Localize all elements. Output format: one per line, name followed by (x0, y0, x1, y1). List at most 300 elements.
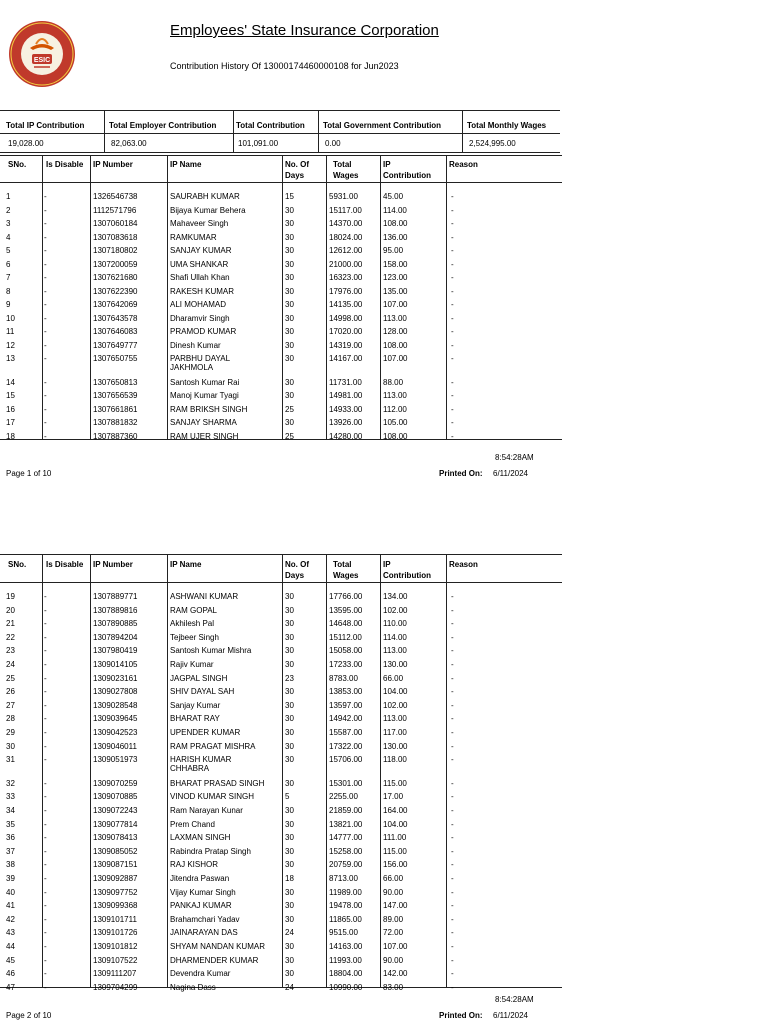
row-days: 30 (285, 605, 294, 615)
row-days: 30 (285, 259, 294, 269)
row-reason: - (451, 833, 454, 843)
row-ip-number: 1309051973 (93, 755, 138, 765)
row-total-wages: 14319.00 (329, 340, 363, 350)
row-days: 30 (285, 806, 294, 815)
row-sno: 47 (6, 982, 15, 992)
row-total-wages: 11989.00 (329, 887, 362, 897)
row-ip-name: SHIV DAYAL SAH (170, 687, 235, 697)
row-total-wages: 14648.00 (329, 619, 363, 629)
row-ip-name: RAM UJER SINGH (170, 431, 239, 441)
row-is-disable: - (44, 232, 47, 242)
row-sno: 13 (6, 354, 15, 363)
row-ip-number: 1309039645 (93, 714, 138, 724)
row-ip-name: ALI MOHAMAD (170, 300, 227, 309)
row-sno: 35 (6, 819, 15, 829)
row-total-wages: 18804.00 (329, 969, 363, 979)
row-reason: - (451, 728, 454, 737)
row-ip-name: JAINARAYAN DAS (170, 928, 238, 938)
row-ip-name: Prem Chand (170, 819, 215, 829)
row-reason: - (451, 431, 454, 441)
row-ip-number: 1307656539 (93, 391, 138, 400)
row-ip-contribution: 123.00 (383, 273, 408, 282)
row-ip-contribution: 89.00 (383, 914, 404, 924)
row-ip-name: LAXMAN SINGH (170, 833, 231, 843)
row-reason: - (451, 205, 454, 215)
row-total-wages: 10990.00 (329, 982, 363, 992)
row-total-wages: 13926.00 (329, 418, 363, 427)
row-days: 24 (285, 928, 294, 938)
row-is-disable: - (44, 700, 47, 710)
row-reason: - (451, 340, 454, 350)
row-reason: - (451, 687, 454, 697)
row-ip-number: 1307890885 (93, 619, 138, 629)
row-sno: 38 (6, 860, 15, 870)
row-ip-name: RAMKUMAR (170, 232, 217, 242)
row-total-wages: 14135.00 (329, 300, 363, 309)
row-is-disable: - (44, 327, 47, 336)
row-ip-name: SAURABH KUMAR (170, 192, 240, 201)
page-number: Page 2 of 10 (6, 1011, 52, 1020)
row-ip-number: 1309107522 (93, 955, 138, 965)
row-is-disable: - (44, 619, 47, 629)
row-sno: 10 (6, 313, 15, 323)
row-ip-contribution: 107.00 (383, 942, 408, 951)
row-total-wages: 12612.00 (329, 246, 363, 255)
row-reason: - (451, 955, 454, 965)
summary-header-employer: Total Employer Contribution (109, 121, 217, 130)
row-sno: 19 (6, 592, 15, 601)
row-is-disable: - (44, 404, 47, 414)
row-days: 23 (285, 673, 294, 683)
row-sno: 3 (6, 219, 11, 228)
row-days: 30 (285, 313, 294, 323)
col-header-days-2: Days (285, 571, 305, 580)
row-ip-name: Tejbeer Singh (170, 632, 219, 642)
print-time: 8:54:28AM (495, 995, 534, 1004)
row-reason: - (451, 969, 454, 979)
summary-value-government: 0.00 (325, 139, 341, 148)
row-days: 30 (285, 755, 294, 765)
row-sno: 12 (6, 340, 15, 350)
row-total-wages: 19478.00 (329, 901, 363, 911)
row-days: 5 (285, 792, 290, 802)
row-ip-name: Santosh Kumar Rai (170, 377, 240, 387)
row-ip-contribution: 102.00 (383, 605, 408, 615)
row-total-wages: 14167.00 (329, 354, 363, 363)
row-ip-name: RAM BRIKSH SINGH (170, 404, 248, 414)
row-ip-name: HARISH KUMAR (170, 755, 232, 765)
row-ip-contribution: 114.00 (383, 205, 407, 215)
row-reason: - (451, 982, 454, 992)
col-header-ip-number: IP Number (93, 560, 133, 569)
row-total-wages: 5931.00 (329, 192, 358, 201)
row-total-wages: 17976.00 (329, 286, 363, 296)
col-header-contrib-1: IP (383, 160, 391, 169)
row-total-wages: 15058.00 (329, 646, 363, 656)
row-sno: 42 (6, 914, 15, 924)
row-reason: - (451, 874, 454, 883)
row-days: 30 (285, 687, 294, 697)
row-ip-name-cont: CHHABRA (170, 764, 210, 774)
printed-on-label: Printed On: (439, 1011, 483, 1020)
row-ip-contribution: 104.00 (383, 687, 408, 697)
row-is-disable: - (44, 887, 47, 897)
row-reason: - (451, 806, 454, 815)
row-reason: - (451, 700, 454, 710)
row-ip-contribution: 113.00 (383, 313, 407, 323)
logo-text: ESIC (33, 57, 51, 64)
row-is-disable: - (44, 605, 47, 615)
row-sno: 26 (6, 687, 15, 697)
row-total-wages: 14163.00 (329, 942, 363, 951)
row-ip-contribution: 102.00 (383, 700, 408, 710)
row-is-disable: - (44, 874, 47, 883)
row-ip-number: 1307881832 (93, 418, 138, 427)
row-ip-number: 1307661861 (93, 404, 138, 414)
row-days: 30 (285, 819, 294, 829)
row-days: 30 (285, 340, 294, 350)
row-reason: - (451, 901, 454, 911)
row-ip-name: UMA SHANKAR (170, 259, 229, 269)
row-sno: 31 (6, 755, 15, 765)
col-header-reason: Reason (449, 560, 478, 569)
col-header-is-disable: Is Disable (46, 160, 84, 169)
col-header-wages-1: Total (333, 560, 352, 569)
row-ip-name: Devendra Kumar (170, 969, 231, 979)
row-ip-number: 1307646083 (93, 327, 138, 336)
row-ip-number: 1307643578 (93, 313, 138, 323)
row-is-disable: - (44, 300, 47, 309)
row-ip-number: 1309092887 (93, 874, 138, 883)
row-days: 25 (285, 404, 294, 414)
row-days: 18 (285, 874, 294, 883)
row-ip-contribution: 88.00 (383, 377, 404, 387)
row-ip-number: 1309101726 (93, 928, 138, 938)
row-is-disable: - (44, 792, 47, 802)
row-ip-contribution: 107.00 (383, 300, 408, 309)
row-total-wages: 2255.00 (329, 792, 358, 802)
row-reason: - (451, 632, 454, 642)
row-sno: 6 (6, 259, 11, 269)
row-total-wages: 11731.00 (329, 377, 362, 387)
row-ip-name: Santosh Kumar Mishra (170, 646, 252, 656)
col-header-contrib-2: Contribution (383, 171, 431, 180)
row-is-disable: - (44, 806, 47, 815)
row-total-wages: 9515.00 (329, 928, 358, 938)
row-is-disable: - (44, 819, 47, 829)
row-ip-contribution: 66.00 (383, 874, 404, 883)
row-is-disable: - (44, 632, 47, 642)
row-ip-number: 1309101812 (93, 942, 138, 951)
row-ip-contribution: 66.00 (383, 673, 404, 683)
row-ip-number: 1112571796 (93, 205, 137, 215)
row-ip-contribution: 108.00 (383, 431, 408, 441)
row-total-wages: 18024.00 (329, 232, 363, 242)
row-days: 30 (285, 660, 294, 669)
row-ip-contribution: 118.00 (383, 755, 407, 765)
row-days: 24 (285, 982, 294, 992)
row-days: 30 (285, 833, 294, 843)
row-ip-name: Mahaveer Singh (170, 219, 229, 228)
row-days: 30 (285, 418, 294, 427)
row-is-disable: - (44, 259, 47, 269)
row-ip-contribution: 130.00 (383, 741, 408, 751)
row-reason: - (451, 928, 454, 938)
row-total-wages: 17020.00 (329, 327, 363, 336)
row-days: 30 (285, 741, 294, 751)
row-sno: 40 (6, 887, 15, 897)
summary-header-total: Total Contribution (236, 121, 305, 130)
row-ip-number: 1326546738 (93, 192, 138, 201)
row-reason: - (451, 273, 454, 282)
row-reason: - (451, 300, 454, 309)
col-header-days-1: No. Of (285, 160, 309, 169)
row-is-disable: - (44, 982, 47, 992)
row-total-wages: 8783.00 (329, 673, 358, 683)
row-ip-contribution: 107.00 (383, 354, 408, 363)
row-ip-contribution: 128.00 (383, 327, 408, 336)
row-ip-contribution: 112.00 (383, 404, 407, 414)
row-sno: 4 (6, 232, 11, 242)
col-header-sno: SNo. (8, 160, 27, 169)
row-ip-number: 1309077814 (93, 819, 138, 829)
row-is-disable: - (44, 340, 47, 350)
row-reason: - (451, 313, 454, 323)
row-total-wages: 15587.00 (329, 728, 363, 737)
row-ip-contribution: 90.00 (383, 887, 404, 897)
row-ip-number: 1307650813 (93, 377, 138, 387)
row-ip-contribution: 72.00 (383, 928, 404, 938)
row-reason: - (451, 286, 454, 296)
row-ip-name: SANJAY KUMAR (170, 246, 232, 255)
row-is-disable: - (44, 646, 47, 656)
row-days: 30 (285, 219, 294, 228)
row-ip-name: RAM GOPAL (170, 605, 217, 615)
row-days: 30 (285, 273, 294, 282)
row-total-wages: 8713.00 (329, 874, 358, 883)
row-ip-name: RAKESH KUMAR (170, 286, 235, 296)
row-reason: - (451, 942, 454, 951)
col-header-is-disable: Is Disable (46, 560, 84, 569)
row-days: 30 (285, 646, 294, 656)
row-is-disable: - (44, 192, 47, 201)
row-ip-number: 1309072243 (93, 806, 138, 815)
row-reason: - (451, 741, 454, 751)
col-header-ip-name: IP Name (170, 560, 202, 569)
row-ip-name: SHYAM NANDAN KUMAR (170, 942, 265, 951)
row-reason: - (451, 327, 454, 336)
row-total-wages: 21859.00 (329, 806, 363, 815)
row-total-wages: 11993.00 (329, 955, 362, 965)
row-reason: - (451, 259, 454, 269)
row-ip-contribution: 104.00 (383, 819, 408, 829)
row-is-disable: - (44, 969, 47, 979)
row-total-wages: 13853.00 (329, 687, 363, 697)
row-reason: - (451, 819, 454, 829)
row-sno: 44 (6, 942, 15, 951)
row-total-wages: 14280.00 (329, 431, 363, 441)
row-total-wages: 14777.00 (329, 833, 363, 843)
row-reason: - (451, 192, 454, 201)
row-ip-number: 1309101711 (93, 914, 137, 924)
row-is-disable: - (44, 219, 47, 228)
row-is-disable: - (44, 741, 47, 751)
row-ip-contribution: 83.00 (383, 982, 404, 992)
row-days: 30 (285, 327, 294, 336)
row-total-wages: 14942.00 (329, 714, 363, 724)
row-is-disable: - (44, 418, 47, 427)
row-days: 30 (285, 846, 294, 856)
row-is-disable: - (44, 687, 47, 697)
row-reason: - (451, 778, 454, 788)
row-sno: 7 (6, 273, 11, 282)
row-days: 30 (285, 592, 294, 601)
row-sno: 24 (6, 660, 15, 669)
row-ip-contribution: 158.00 (383, 259, 408, 269)
row-days: 30 (285, 391, 294, 400)
row-ip-name: BHARAT RAY (170, 714, 220, 724)
row-reason: - (451, 673, 454, 683)
row-ip-number: 1309704299 (93, 982, 138, 992)
row-sno: 27 (6, 700, 15, 710)
row-ip-name: VINOD KUMAR SINGH (170, 792, 255, 802)
col-header-contrib-2: Contribution (383, 571, 431, 580)
col-header-days-1: No. Of (285, 560, 309, 569)
row-ip-contribution: 115.00 (383, 778, 407, 788)
row-sno: 16 (6, 404, 15, 414)
row-ip-name: Rabindra Pratap Singh (170, 846, 251, 856)
row-ip-number: 1307083618 (93, 232, 138, 242)
row-sno: 11 (6, 327, 15, 336)
row-ip-name: DHARMENDER KUMAR (170, 955, 259, 965)
row-ip-number: 1309023161 (93, 673, 138, 683)
row-is-disable: - (44, 592, 47, 601)
row-ip-name: Dinesh Kumar (170, 340, 221, 350)
row-ip-number: 1309097752 (93, 887, 138, 897)
row-is-disable: - (44, 673, 47, 683)
row-ip-contribution: 105.00 (383, 418, 408, 427)
row-sno: 36 (6, 833, 15, 843)
row-ip-contribution: 108.00 (383, 219, 408, 228)
row-days: 30 (285, 955, 294, 965)
row-ip-contribution: 117.00 (383, 728, 407, 737)
page-title: Employees' State Insurance Corporation (170, 22, 439, 39)
row-sno: 20 (6, 605, 15, 615)
row-reason: - (451, 846, 454, 856)
row-ip-name: PANKAJ KUMAR (170, 901, 232, 911)
row-is-disable: - (44, 955, 47, 965)
row-total-wages: 15706.00 (329, 755, 363, 765)
row-ip-name: Shafi Ullah Khan (170, 273, 230, 282)
row-ip-number: 1307889771 (93, 592, 138, 601)
row-ip-number: 1307180802 (93, 246, 138, 255)
row-reason: - (451, 792, 454, 802)
row-total-wages: 14998.00 (329, 313, 363, 323)
row-ip-number: 1309087151 (93, 860, 138, 870)
row-is-disable: - (44, 286, 47, 296)
row-is-disable: - (44, 901, 47, 911)
row-days: 30 (285, 232, 294, 242)
row-ip-number: 1309027808 (93, 687, 138, 697)
row-ip-contribution: 164.00 (383, 806, 408, 815)
row-total-wages: 13595.00 (329, 605, 363, 615)
row-reason: - (451, 404, 454, 414)
row-sno: 39 (6, 874, 15, 883)
summary-value-ip: 19,028.00 (8, 139, 44, 148)
row-days: 30 (285, 700, 294, 710)
row-days: 30 (285, 914, 294, 924)
row-sno: 14 (6, 377, 15, 387)
row-reason: - (451, 246, 454, 255)
row-reason: - (451, 391, 454, 400)
col-header-reason: Reason (449, 160, 478, 169)
row-ip-name: ASHWANI KUMAR (170, 592, 239, 601)
row-is-disable: - (44, 728, 47, 737)
row-sno: 9 (6, 300, 11, 309)
row-ip-number: 1307980419 (93, 646, 138, 656)
row-ip-name: Vijay Kumar Singh (170, 887, 236, 897)
row-ip-number: 1309099368 (93, 901, 138, 911)
row-is-disable: - (44, 914, 47, 924)
col-header-wages-2: Wages (333, 571, 359, 580)
row-is-disable: - (44, 846, 47, 856)
row-reason: - (451, 418, 454, 427)
row-total-wages: 11865.00 (329, 914, 362, 924)
row-ip-number: 1309042523 (93, 728, 138, 737)
row-sno: 37 (6, 846, 15, 856)
row-ip-name: Bijaya Kumar Behera (170, 205, 246, 215)
row-sno: 18 (6, 431, 15, 441)
row-sno: 45 (6, 955, 15, 965)
row-total-wages: 17322.00 (329, 741, 363, 751)
row-ip-contribution: 136.00 (383, 232, 408, 242)
page-subtitle: Contribution History Of 13000174460000108 for Jun2023 (170, 61, 399, 71)
row-reason: - (451, 714, 454, 724)
row-total-wages: 20759.00 (329, 860, 363, 870)
row-ip-name: RAJ KISHOR (170, 860, 219, 870)
row-days: 30 (285, 778, 294, 788)
row-ip-number: 1307887360 (93, 431, 138, 441)
row-sno: 34 (6, 806, 15, 815)
row-reason: - (451, 755, 454, 765)
row-sno: 43 (6, 928, 15, 938)
row-reason: - (451, 660, 454, 669)
row-total-wages: 15112.00 (329, 632, 362, 642)
row-sno: 8 (6, 286, 11, 296)
row-ip-number: 1309046011 (93, 741, 137, 751)
row-total-wages: 17766.00 (329, 592, 363, 601)
row-days: 30 (285, 286, 294, 296)
row-sno: 25 (6, 673, 15, 683)
row-ip-number: 1309070885 (93, 792, 138, 802)
row-ip-name-cont: JAKHMOLA (170, 363, 214, 372)
row-total-wages: 15301.00 (329, 778, 363, 788)
row-is-disable: - (44, 313, 47, 323)
row-days: 30 (285, 942, 294, 951)
row-sno: 28 (6, 714, 15, 724)
row-ip-number: 1307894204 (93, 632, 138, 642)
row-reason: - (451, 605, 454, 615)
row-reason: - (451, 354, 454, 363)
row-ip-number: 1309085052 (93, 846, 138, 856)
printed-on-date: 6/11/2024 (493, 1011, 528, 1020)
col-header-days-2: Days (285, 171, 305, 180)
summary-header-ip: Total IP Contribution (6, 121, 85, 130)
col-header-contrib-1: IP (383, 560, 391, 569)
row-reason: - (451, 914, 454, 924)
summary-header-government: Total Government Contribution (323, 121, 442, 130)
row-is-disable: - (44, 928, 47, 938)
